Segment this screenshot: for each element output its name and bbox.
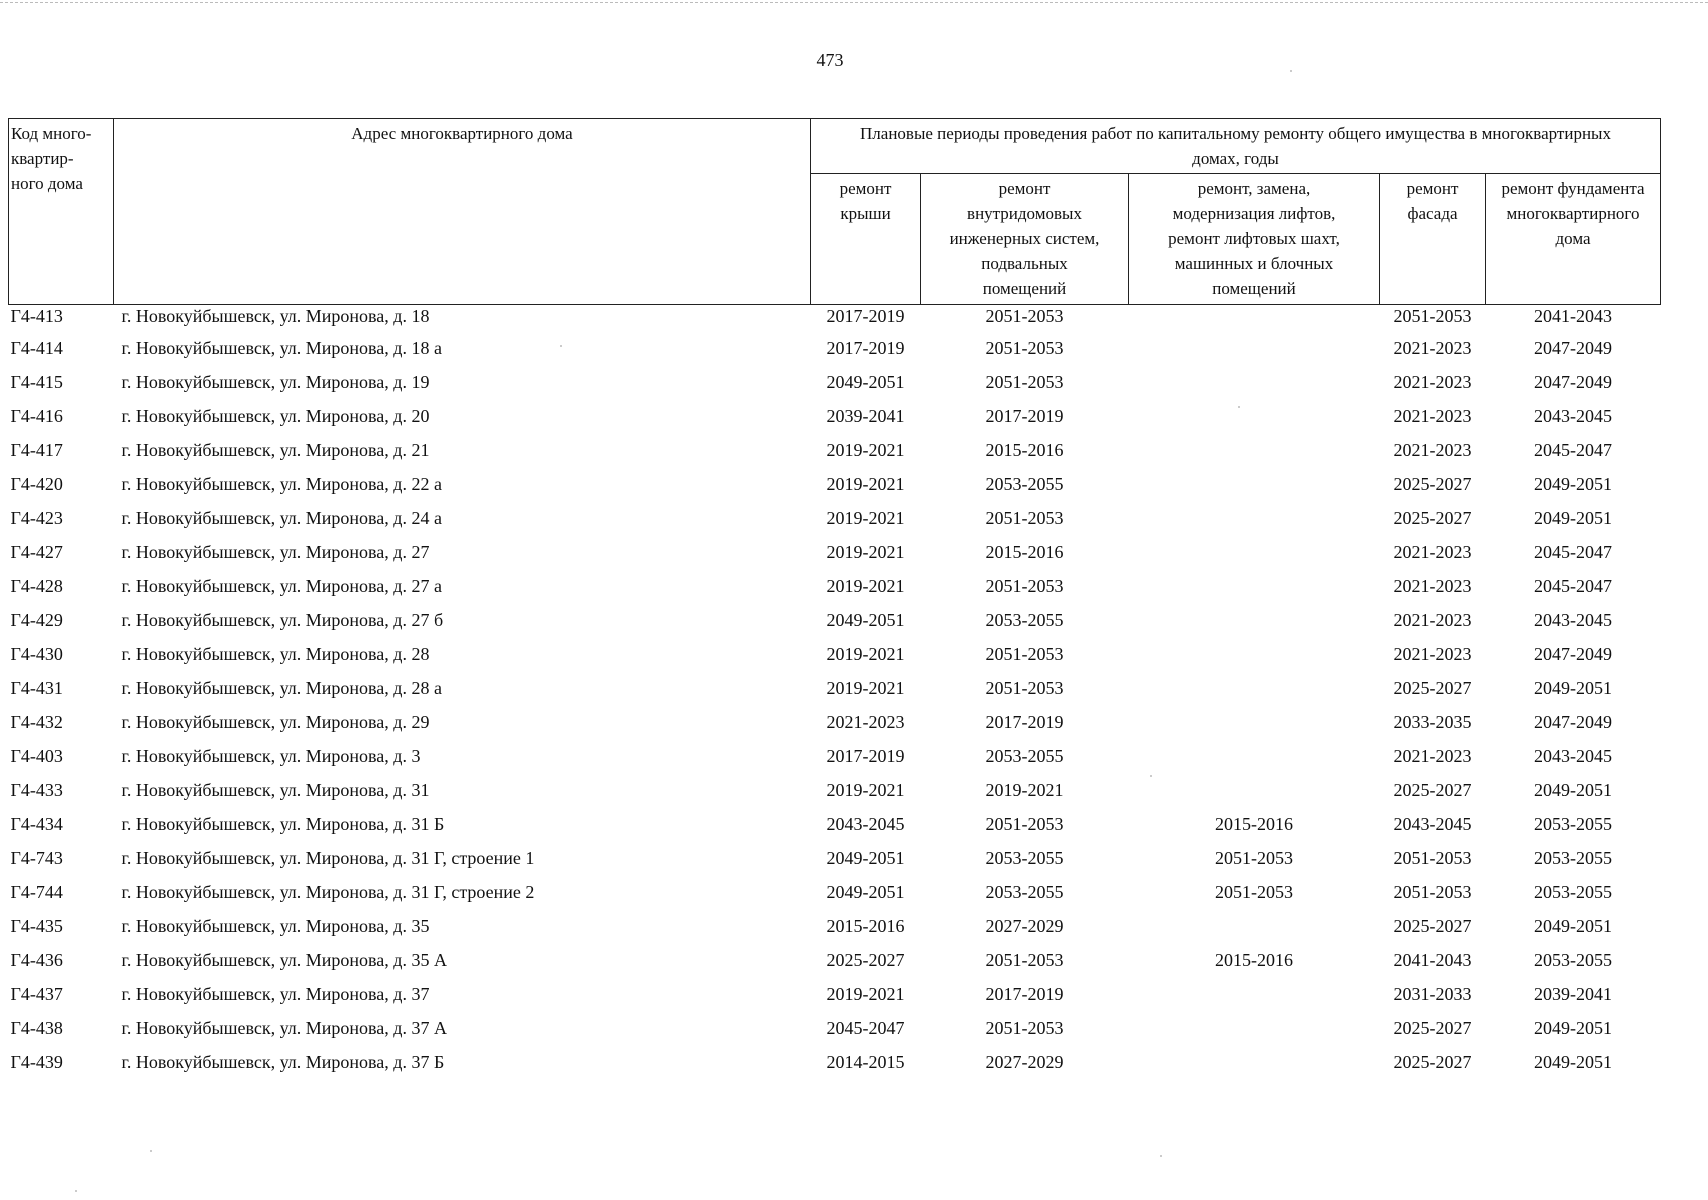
cell-engineering: 2051-2053 (985, 1018, 1064, 1038)
cell-lifts (1129, 1045, 1380, 1079)
cell-facade: 2025-2027 (1393, 780, 1472, 800)
cell-lifts (1129, 331, 1380, 365)
cell-lifts: 2015-2016 (1215, 950, 1293, 970)
table-row (9, 773, 1661, 807)
cell-roof: 2021-2023 (826, 712, 905, 732)
cell-lifts: 2051-2053 (1215, 848, 1293, 868)
cell-facade: 2021-2023 (1393, 644, 1472, 664)
cell-foundation: 2045-2047 (1534, 542, 1612, 562)
cell-engineering: 2051-2053 (985, 338, 1064, 358)
cell-code: Г4-437 (10, 984, 63, 1004)
cell-facade: 2021-2023 (1393, 576, 1472, 596)
table-row (9, 671, 1661, 705)
header-foundation (1486, 174, 1661, 305)
table-row (9, 433, 1661, 467)
cell-code: Г4-429 (10, 610, 63, 630)
scan-top-edge (0, 2, 1708, 3)
cell-address: г. Новокуйбышевск, ул. Миронова, д. 27 (121, 542, 430, 562)
cell-facade: 2051-2053 (1393, 848, 1472, 868)
cell-foundation: 2053-2055 (1534, 950, 1612, 970)
cell-foundation: 2049-2051 (1534, 508, 1612, 528)
cell-engineering: 2051-2053 (985, 644, 1064, 664)
cell-address: г. Новокуйбышевск, ул. Миронова, д. 27 а (121, 576, 442, 596)
cell-foundation: 2047-2049 (1534, 712, 1612, 732)
cell-roof: 2049-2051 (826, 848, 905, 868)
cell-lifts (1129, 1011, 1380, 1045)
cell-roof: 2019-2021 (826, 984, 905, 1004)
cell-foundation: 2045-2047 (1534, 576, 1612, 596)
cell-foundation: 2049-2051 (1534, 916, 1612, 936)
scan-speck (1238, 406, 1240, 408)
header-code-label: Код много- квартир- ного дома (11, 124, 92, 193)
cell-engineering: 2019-2021 (985, 780, 1064, 800)
cell-lifts (1129, 433, 1380, 467)
cell-engineering: 2027-2029 (985, 916, 1064, 936)
cell-foundation: 2049-2051 (1534, 1018, 1612, 1038)
cell-engineering: 2053-2055 (985, 474, 1064, 494)
table-body (9, 305, 1661, 1080)
cell-address: г. Новокуйбышевск, ул. Миронова, д. 18 а (121, 338, 442, 358)
cell-roof: 2019-2021 (826, 678, 905, 698)
cell-code: Г4-438 (10, 1018, 63, 1038)
cell-address: г. Новокуйбышевск, ул. Миронова, д. 22 а (121, 474, 442, 494)
table-row (9, 807, 1661, 841)
cell-lifts (1129, 399, 1380, 433)
cell-address: г. Новокуйбышевск, ул. Миронова, д. 28 (121, 644, 430, 664)
cell-address: г. Новокуйбышевск, ул. Миронова, д. 37 А (121, 1018, 447, 1038)
cell-engineering: 2051-2053 (985, 576, 1064, 596)
cell-roof: 2045-2047 (826, 1018, 905, 1038)
cell-facade: 2051-2053 (1393, 882, 1472, 902)
cell-roof: 2015-2016 (826, 916, 905, 936)
header-foundation-label: ремонт фундамента многоквартирного дома (1501, 179, 1645, 248)
cell-address: г. Новокуйбышевск, ул. Миронова, д. 21 (121, 440, 430, 460)
cell-foundation: 2053-2055 (1534, 882, 1612, 902)
header-lifts-label: ремонт, замена, модернизация лифтов, ремонт лифтовых шахт, машинных и блочных помещений (1168, 179, 1340, 298)
cell-address: г. Новокуйбышевск, ул. Миронова, д. 31 Б (121, 814, 445, 834)
cell-roof: 2017-2019 (826, 306, 905, 326)
cell-lifts (1129, 501, 1380, 535)
cell-engineering: 2027-2029 (985, 1052, 1064, 1072)
cell-facade: 2033-2035 (1393, 712, 1472, 732)
cell-code: Г4-434 (10, 814, 63, 834)
cell-engineering: 2053-2055 (985, 610, 1064, 630)
header-code (9, 119, 114, 305)
table-row (9, 331, 1661, 365)
cell-address: г. Новокуйбышевск, ул. Миронова, д. 35 А (121, 950, 447, 970)
table-row (9, 841, 1661, 875)
cell-lifts: 2051-2053 (1215, 882, 1293, 902)
cell-roof: 2039-2041 (826, 406, 905, 426)
cell-facade: 2041-2043 (1393, 950, 1472, 970)
cell-foundation: 2047-2049 (1534, 338, 1612, 358)
table-row (9, 1045, 1661, 1079)
cell-lifts (1129, 671, 1380, 705)
cell-code: Г4-414 (10, 338, 63, 358)
cell-code: Г4-433 (10, 780, 63, 800)
cell-foundation: 2041-2043 (1534, 306, 1612, 326)
cell-roof: 2019-2021 (826, 644, 905, 664)
cell-address: г. Новокуйбышевск, ул. Миронова, д. 31 Г, строение 1 (121, 848, 535, 868)
cell-lifts (1129, 705, 1380, 739)
cell-facade: 2021-2023 (1393, 338, 1472, 358)
cell-lifts (1129, 909, 1380, 943)
cell-facade: 2025-2027 (1393, 916, 1472, 936)
cell-lifts (1129, 467, 1380, 501)
cell-code: Г4-427 (10, 542, 63, 562)
header-periods-group-label: Плановые периоды проведения работ по капитальному ремонту общего имущества в многоквартирных домах, годы (860, 124, 1611, 168)
table-row (9, 705, 1661, 739)
cell-lifts (1129, 773, 1380, 807)
table-row (9, 943, 1661, 977)
cell-foundation: 2053-2055 (1534, 814, 1612, 834)
cell-lifts (1129, 569, 1380, 603)
cell-facade: 2021-2023 (1393, 372, 1472, 392)
cell-engineering: 2015-2016 (985, 542, 1064, 562)
cell-engineering: 2051-2053 (985, 372, 1064, 392)
cell-engineering: 2015-2016 (985, 440, 1064, 460)
cell-code: Г4-743 (10, 848, 63, 868)
table-row (9, 569, 1661, 603)
table-row (9, 501, 1661, 535)
cell-lifts (1129, 977, 1380, 1011)
cell-foundation: 2045-2047 (1534, 440, 1612, 460)
cell-address: г. Новокуйбышевск, ул. Миронова, д. 28 а (121, 678, 442, 698)
page-number: 473 (816, 50, 844, 70)
cell-roof: 2019-2021 (826, 542, 905, 562)
cell-facade: 2025-2027 (1393, 1018, 1472, 1038)
cell-code: Г4-744 (10, 882, 63, 902)
table-row (9, 875, 1661, 909)
table-row (9, 305, 1661, 332)
cell-engineering: 2017-2019 (985, 984, 1064, 1004)
table-row (9, 977, 1661, 1011)
cell-foundation: 2049-2051 (1534, 678, 1612, 698)
cell-roof: 2019-2021 (826, 780, 905, 800)
cell-facade: 2025-2027 (1393, 508, 1472, 528)
cell-code: Г4-423 (10, 508, 63, 528)
cell-foundation: 2049-2051 (1534, 780, 1612, 800)
cell-foundation: 2053-2055 (1534, 848, 1612, 868)
cell-address: г. Новокуйбышевск, ул. Миронова, д. 29 (121, 712, 430, 732)
cell-roof: 2017-2019 (826, 746, 905, 766)
header-address-label: Адрес многоквартирного дома (351, 124, 573, 143)
header-facade (1380, 174, 1486, 305)
scan-speck (1160, 1155, 1162, 1157)
cell-code: Г4-417 (10, 440, 63, 460)
table-row (9, 603, 1661, 637)
cell-lifts: 2015-2016 (1215, 814, 1293, 834)
header-lifts (1129, 174, 1380, 305)
cell-address: г. Новокуйбышевск, ул. Миронова, д. 37 (121, 984, 430, 1004)
table-row (9, 467, 1661, 501)
cell-engineering: 2053-2055 (985, 882, 1064, 902)
table-row (9, 909, 1661, 943)
cell-engineering: 2017-2019 (985, 712, 1064, 732)
cell-facade: 2021-2023 (1393, 610, 1472, 630)
cell-lifts (1129, 305, 1380, 332)
cell-foundation: 2043-2045 (1534, 406, 1612, 426)
cell-engineering: 2051-2053 (985, 678, 1064, 698)
scan-speck (150, 1150, 152, 1152)
cell-facade: 2031-2033 (1393, 984, 1472, 1004)
cell-engineering: 2051-2053 (985, 950, 1064, 970)
cell-engineering: 2017-2019 (985, 406, 1064, 426)
cell-foundation: 2043-2045 (1534, 610, 1612, 630)
cell-code: Г4-432 (10, 712, 63, 732)
cell-roof: 2014-2015 (826, 1052, 905, 1072)
cell-address: г. Новокуйбышевск, ул. Миронова, д. 37 Б (121, 1052, 445, 1072)
scan-speck (560, 345, 562, 347)
cell-code: Г4-436 (10, 950, 63, 970)
cell-facade: 2025-2027 (1393, 1052, 1472, 1072)
cell-roof: 2049-2051 (826, 372, 905, 392)
cell-foundation: 2039-2041 (1534, 984, 1612, 1004)
cell-address: г. Новокуйбышевск, ул. Миронова, д. 18 (121, 306, 430, 326)
cell-engineering: 2053-2055 (985, 848, 1064, 868)
cell-address: г. Новокуйбышевск, ул. Миронова, д. 24 а (121, 508, 442, 528)
table-row (9, 637, 1661, 671)
cell-facade: 2051-2053 (1393, 306, 1472, 326)
header-roof (811, 174, 921, 305)
cell-engineering: 2053-2055 (985, 746, 1064, 766)
cell-facade: 2025-2027 (1393, 678, 1472, 698)
cell-facade: 2021-2023 (1393, 746, 1472, 766)
cell-code: Г4-420 (10, 474, 63, 494)
cell-code: Г4-430 (10, 644, 63, 664)
cell-code: Г4-428 (10, 576, 63, 596)
cell-code: Г4-431 (10, 678, 63, 698)
cell-code: Г4-413 (10, 306, 63, 326)
header-engineering (921, 174, 1129, 305)
cell-code: Г4-435 (10, 916, 63, 936)
cell-roof: 2019-2021 (826, 508, 905, 528)
cell-foundation: 2049-2051 (1534, 1052, 1612, 1072)
cell-lifts (1129, 739, 1380, 773)
cell-address: г. Новокуйбышевск, ул. Миронова, д. 35 (121, 916, 430, 936)
scan-speck (1150, 775, 1152, 777)
cell-roof: 2049-2051 (826, 882, 905, 902)
scan-speck (75, 1190, 77, 1192)
cell-lifts (1129, 365, 1380, 399)
table-row (9, 399, 1661, 433)
cell-facade: 2025-2027 (1393, 474, 1472, 494)
cell-foundation: 2047-2049 (1534, 372, 1612, 392)
cell-roof: 2019-2021 (826, 440, 905, 460)
table-row (9, 1011, 1661, 1045)
cell-address: г. Новокуйбышевск, ул. Миронова, д. 20 (121, 406, 430, 426)
header-engineering-label: ремонт внутридомовых инженерных систем, подвальных помещений (949, 179, 1100, 298)
cell-foundation: 2049-2051 (1534, 474, 1612, 494)
cell-address: г. Новокуйбышевск, ул. Миронова, д. 31 Г, строение 2 (121, 882, 535, 902)
cell-code: Г4-415 (10, 372, 63, 392)
table-row (9, 535, 1661, 569)
header-periods-group (811, 119, 1661, 174)
cell-address: г. Новокуйбышевск, ул. Миронова, д. 3 (121, 746, 421, 766)
cell-foundation: 2047-2049 (1534, 644, 1612, 664)
cell-roof: 2049-2051 (826, 610, 905, 630)
header-facade-label: ремонт фасада (1406, 179, 1459, 223)
cell-engineering: 2051-2053 (985, 814, 1064, 834)
cell-address: г. Новокуйбышевск, ул. Миронова, д. 31 (121, 780, 430, 800)
cell-facade: 2021-2023 (1393, 542, 1472, 562)
cell-code: Г4-403 (10, 746, 63, 766)
cell-roof: 2019-2021 (826, 576, 905, 596)
cell-lifts (1129, 535, 1380, 569)
cell-roof: 2043-2045 (826, 814, 905, 834)
cell-roof: 2019-2021 (826, 474, 905, 494)
table-row (9, 365, 1661, 399)
cell-roof: 2017-2019 (826, 338, 905, 358)
cell-facade: 2021-2023 (1393, 440, 1472, 460)
header-address (114, 119, 811, 305)
scan-speck (1290, 70, 1292, 72)
table-row (9, 739, 1661, 773)
cell-roof: 2025-2027 (826, 950, 905, 970)
cell-foundation: 2043-2045 (1534, 746, 1612, 766)
cell-address: г. Новокуйбышевск, ул. Миронова, д. 19 (121, 372, 430, 392)
cell-code: Г4-416 (10, 406, 63, 426)
cell-lifts (1129, 637, 1380, 671)
cell-facade: 2021-2023 (1393, 406, 1472, 426)
header-roof-label: ремонт крыши (839, 179, 892, 223)
capital-repair-schedule-table (8, 118, 1661, 1079)
cell-code: Г4-439 (10, 1052, 63, 1072)
cell-engineering: 2051-2053 (985, 306, 1064, 326)
cell-facade: 2043-2045 (1393, 814, 1472, 834)
cell-address: г. Новокуйбышевск, ул. Миронова, д. 27 б (121, 610, 444, 630)
table-header (9, 119, 1661, 305)
cell-engineering: 2051-2053 (985, 508, 1064, 528)
cell-lifts (1129, 603, 1380, 637)
